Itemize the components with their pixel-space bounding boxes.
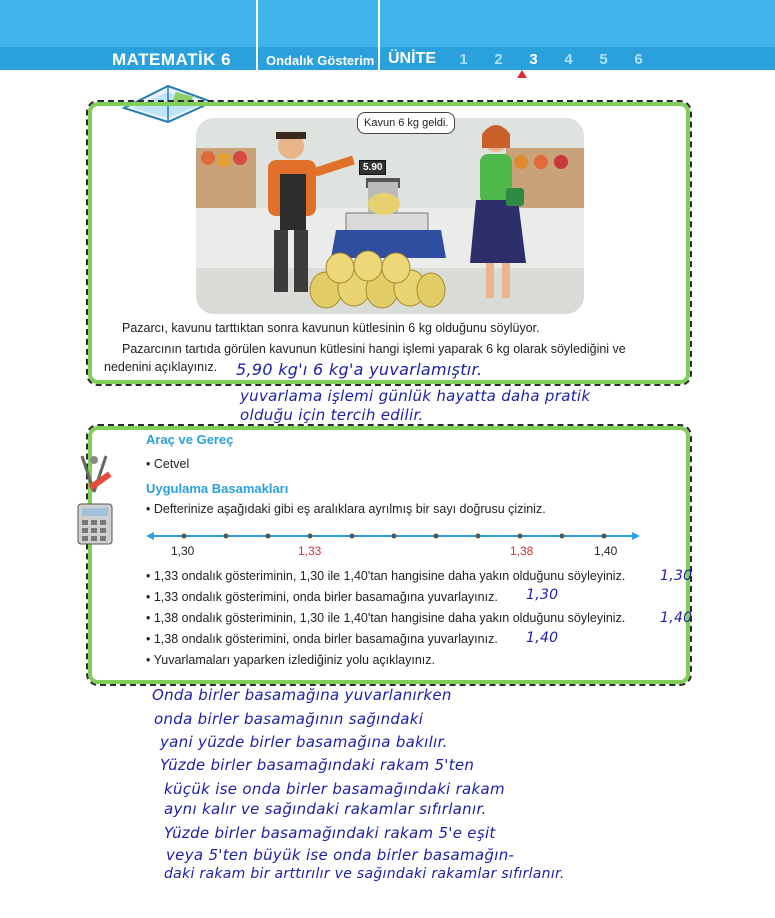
handwritten-answer: 1,30 (526, 587, 559, 603)
market-illustration (196, 118, 584, 314)
scale-display: 5.90 (359, 160, 386, 175)
paragraph-2-line-2: nedenini açıklayınız. (104, 360, 218, 374)
unit-number-1[interactable]: 1 (459, 51, 468, 68)
handwritten-answer: 1,30 (660, 568, 693, 584)
handwritten-answer: 1,40 (660, 610, 693, 626)
handwritten-explanation-line: aynı kalır ve sağındaki rakamlar sıfırlanır. (164, 800, 487, 818)
handwritten-explanation-line: veya 5'ten büyük ise onda birler basamağın- (166, 846, 515, 864)
handwritten-answer-line: 5,90 kg'ı 6 kg'a yuvarlamıştır. (236, 360, 483, 379)
header-divider (256, 0, 258, 70)
question-5: • Yuvarlamaları yaparken izlediğiniz yolu açıklayınız. (146, 653, 436, 667)
question-1: • 1,33 ondalık gösteriminin, 1,30 ile 1,40'tan hangisine daha yakın olduğunu söyleyiniz. (146, 569, 626, 583)
numberline-label: 1,30 (171, 544, 195, 558)
handwritten-explanation-line: Yüzde birler basamağındaki rakam 5'e eşit (164, 824, 496, 842)
unit-numbers (446, 51, 656, 68)
handwritten-explanation-line: Yüzde birler basamağındaki rakam 5'ten (160, 756, 475, 774)
question-4: • 1,38 ondalık gösterimini, onda birler basamağına yuvarlayınız. (146, 632, 498, 646)
handwritten-answer: 1,40 (526, 630, 559, 646)
speech-bubble: Kavun 6 kg geldi. (357, 112, 455, 134)
step-1: • Defterinize aşağıdaki gibi eş aralıklara ayrılmış bir sayı doğrusu çiziniz. (146, 502, 546, 516)
handwritten-explanation-line: daki rakam bir arttırılır ve sağındaki rakamlar sıfırlanır. (164, 866, 565, 882)
active-unit-marker (517, 70, 527, 78)
numberline-label: 1,38 (510, 544, 534, 558)
unit-number-2[interactable]: 2 (494, 51, 503, 68)
unit-label: ÜNİTE (388, 50, 436, 67)
header-divider (378, 0, 380, 70)
numberline-label: 1,33 (298, 544, 322, 558)
steps-title: Uygulama Basamakları (146, 481, 289, 496)
tools-title: Araç ve Gereç (146, 432, 234, 447)
unit-number-5[interactable]: 5 (599, 51, 608, 68)
book-title: MATEMATİK 6 (112, 50, 232, 69)
chapter-title: Ondalık Gösterim (266, 53, 375, 68)
unit-number-3[interactable]: 3 (529, 51, 538, 68)
handwritten-answer-line: yuvarlama işlemi günlük hayatta daha pratik (240, 387, 591, 405)
handwritten-explanation-line: onda birler basamağının sağındaki (154, 710, 424, 728)
handwritten-explanation-line: küçük ise onda birler basamağındaki rakam (164, 780, 505, 798)
numberline-label: 1,40 (594, 544, 618, 558)
handwritten-answer-line: olduğu için tercih edilir. (240, 406, 424, 424)
market-scene (196, 118, 584, 314)
tools-icon (72, 452, 120, 548)
handwritten-explanation-line: Onda birler basamağına yuvarlanırken (152, 686, 452, 704)
paragraph-2-line-1: Pazarcının tartıda görülen kavunun kütlesini hangi işlemi yaparak 6 kg olarak söylediğini ve (122, 342, 626, 356)
question-2: • 1,33 ondalık gösterimini, onda birler basamağına yuvarlayınız. (146, 590, 498, 604)
paragraph-1: Pazarcı, kavunu tarttıktan sonra kavunun kütlesinin 6 kg olduğunu söylüyor. (122, 321, 540, 335)
unit-number-4[interactable]: 4 (564, 51, 573, 68)
number-line (146, 528, 640, 558)
handwritten-explanation-line: yani yüzde birler basamağına bakılır. (160, 733, 448, 751)
unit-number-6[interactable]: 6 (634, 51, 643, 68)
question-3: • 1,38 ondalık gösteriminin, 1,30 ile 1,40'tan hangisine daha yakın olduğunu söyleyiniz. (146, 611, 626, 625)
tools-item: • Cetvel (146, 457, 190, 471)
